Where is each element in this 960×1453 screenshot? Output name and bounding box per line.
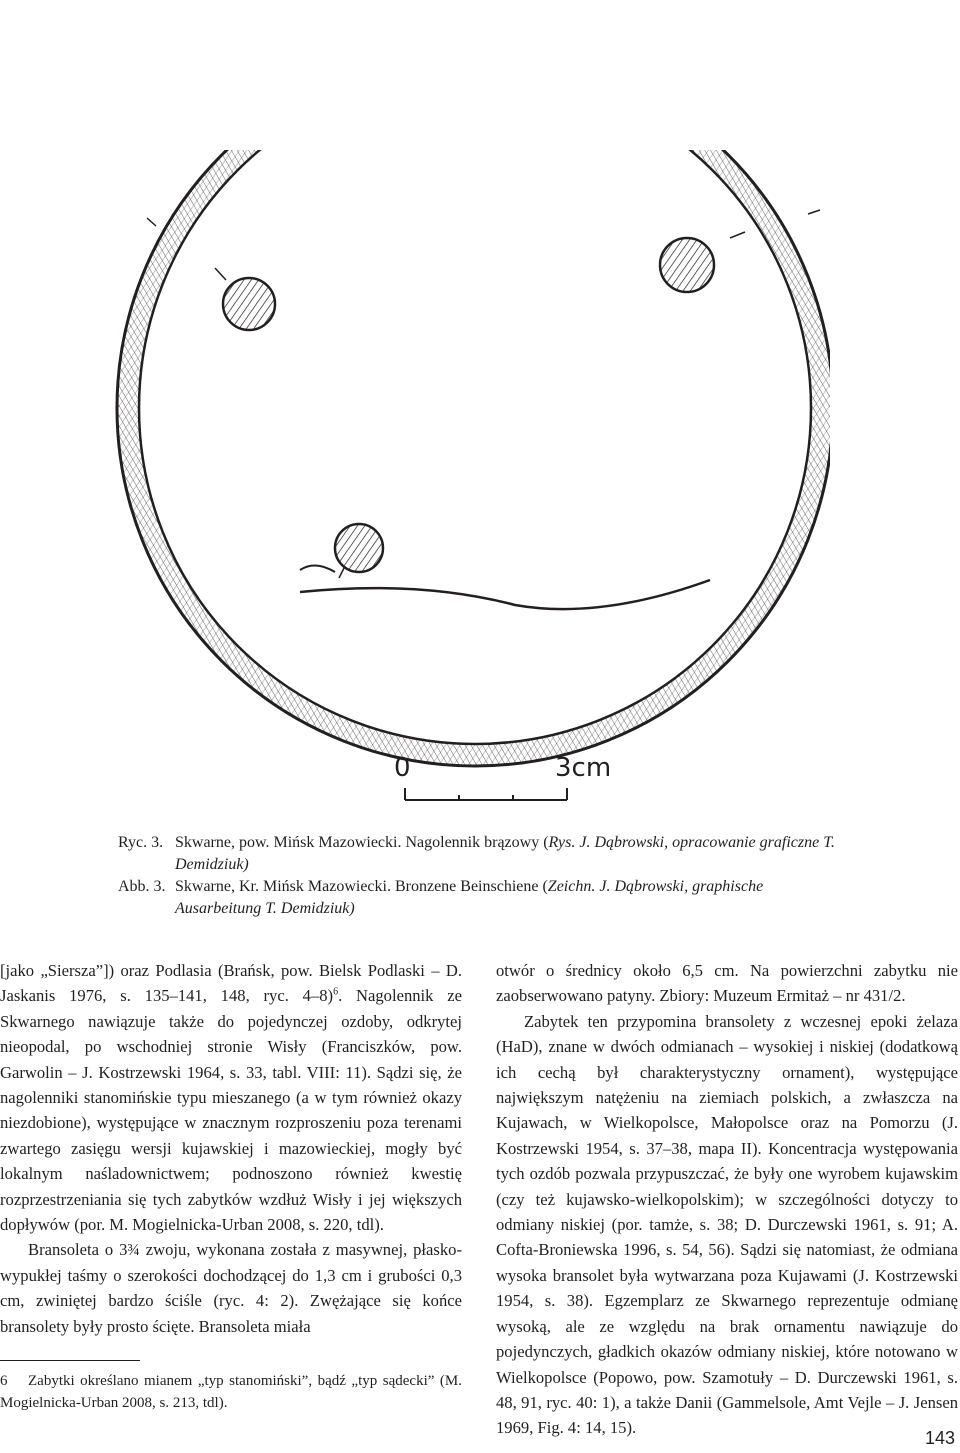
ring-band <box>117 150 830 766</box>
caption-german-credit: Zeichn. J. Dąbrowski, graphische Ausarbeitung T. Demidziuk) <box>175 878 764 917</box>
footnote-text: Zabytki określano mianem „typ stanomiński”, bądź „typ sądecki” (M. Mogielnicka-Urban 2008, s. 213, tdl). <box>0 1373 462 1411</box>
right-column <box>496 958 958 1441</box>
scale-zero-label: 0 <box>394 753 411 783</box>
caption-german-text: Skwarne, Kr. Mińsk Mazowiecki. Bronzene Beinschiene ( <box>175 878 548 895</box>
caption-polish <box>118 832 838 876</box>
left-column <box>0 958 462 1339</box>
caption-polish-text: Skwarne, pow. Mińsk Mazowiecki. Nagolennik brązowy ( <box>175 834 549 851</box>
footnote-reference[interactable]: 6 <box>333 986 339 998</box>
footnote-divider <box>0 1360 140 1361</box>
left-paragraph-2: Bransoleta o 3¾ zwoju, wykonana została z masywnej, płasko-wypukłej taśmy o szerokości dochodzącej do 1,3 cm i grubości 0,3 cm, zwiniętej bardzo ściśle (ryc. 4: 2). Zwężające się końce bransolety były prosto ścięte. Bransoleta miała <box>0 1240 462 1336</box>
caption-german <box>118 876 838 920</box>
cross-section-bottom <box>335 524 383 578</box>
footnote <box>0 1370 462 1414</box>
right-paragraph-1: otwór o średnicy około 6,5 cm. Na powierzchni zabytku nie zaobserwowano patyny. Zbiory: Muzeum Ermitaż – nr 431/2. <box>496 961 958 1006</box>
bronze-greave-drawing <box>110 150 830 810</box>
greave-illustration <box>110 150 830 810</box>
scale-unit-label: 3cm <box>555 753 612 783</box>
caption-polish-tag: Ryc. 3. <box>118 834 164 851</box>
figure-caption <box>118 832 838 920</box>
page-number: 143 <box>924 1428 955 1448</box>
right-paragraph-2: Zabytek ten przypomina bransolety z wczesnej epoki żelaza (HaD), znane w dwóch odmianach – wysokiej i niskiej (dodatkową ich cechą był charakterystyczny ornament), występujące największym natężeniu na ziemiach polskich, a zwłaszcza na Kujawach, w Wielkopolsce, Małopolsce oraz na Pomorzu (J. Kostrzewski 1954, s. 37–38, mapa II). Koncentracja występowania tych ozdób pozwala przypuszczać, że były one wyrobem kujawskim (czy też kujawsko-wielkopolskim); w szczególności dotyczy to odmiany niskiej (por. tamże, s. 38; D. Durczewski 1961, s. 91; A. Cofta-Broniewska 1996, s. 54, 56). Sądzi się natomiast, że odmiana wysoka bransolet była wytwarzana poza Kujawami (J. Kostrzewski 1954, s. 38). Egzemplarz ze Skwarnego reprezentuje odmianę wysoką, ale ze względu na brak ornamentu nawiązuje do pojedynczych, gładkich okazów odmiany niskiej, które notowano w Wielkopolsce (Popowo, pow. Szamotuły – D. Durczewski 1961, s. 48, 91, ryc. 40: 1), a także Danii (Gammelsole, Amt Vejle – J. Jensen 1969, Fig. 4: 14, 15). <box>496 1011 958 1438</box>
caption-polish-credit: Rys. J. Dąbrowski, opracowanie graficzne T. Demidziuk) <box>175 834 835 873</box>
left-paragraph-1: [jako „Siersza”]) oraz Podlasia (Brańsk, pow. Bielsk Podlaski – D. Jaskanis 1976, s. 135–141, 148, ryc. 4–8)$^6$. Nagolennik ze Skwarnego nawiązuje także do pojedynczej ozdoby, odkrytej nieopodal, po wschodniej stronie Wisły (Franciszków, pow. Garwolin – J. Kostrzewski 1964, s. 33, tabl. VIII: 11). Sądzi się, że nagolenniki stanomińskie typu mieszanego (a w tym również okazy niezdobione), występujące w znacznym rozproszeniu poza terenami zwartego zasięgu wersji kujawskiej i mazowieckiej, mogły być lokalnym naśladownictwem; podnoszono również kwestię rozprzestrzeniania się tych zabytków wzdłuż Wisły i jej większych dopływów (por. M. Mogielnicka-Urban 2008, s. 220, tdl). <box>0 961 462 1235</box>
footnote-number: 6 <box>0 1373 8 1389</box>
caption-german-tag: Abb. 3. <box>118 878 166 895</box>
